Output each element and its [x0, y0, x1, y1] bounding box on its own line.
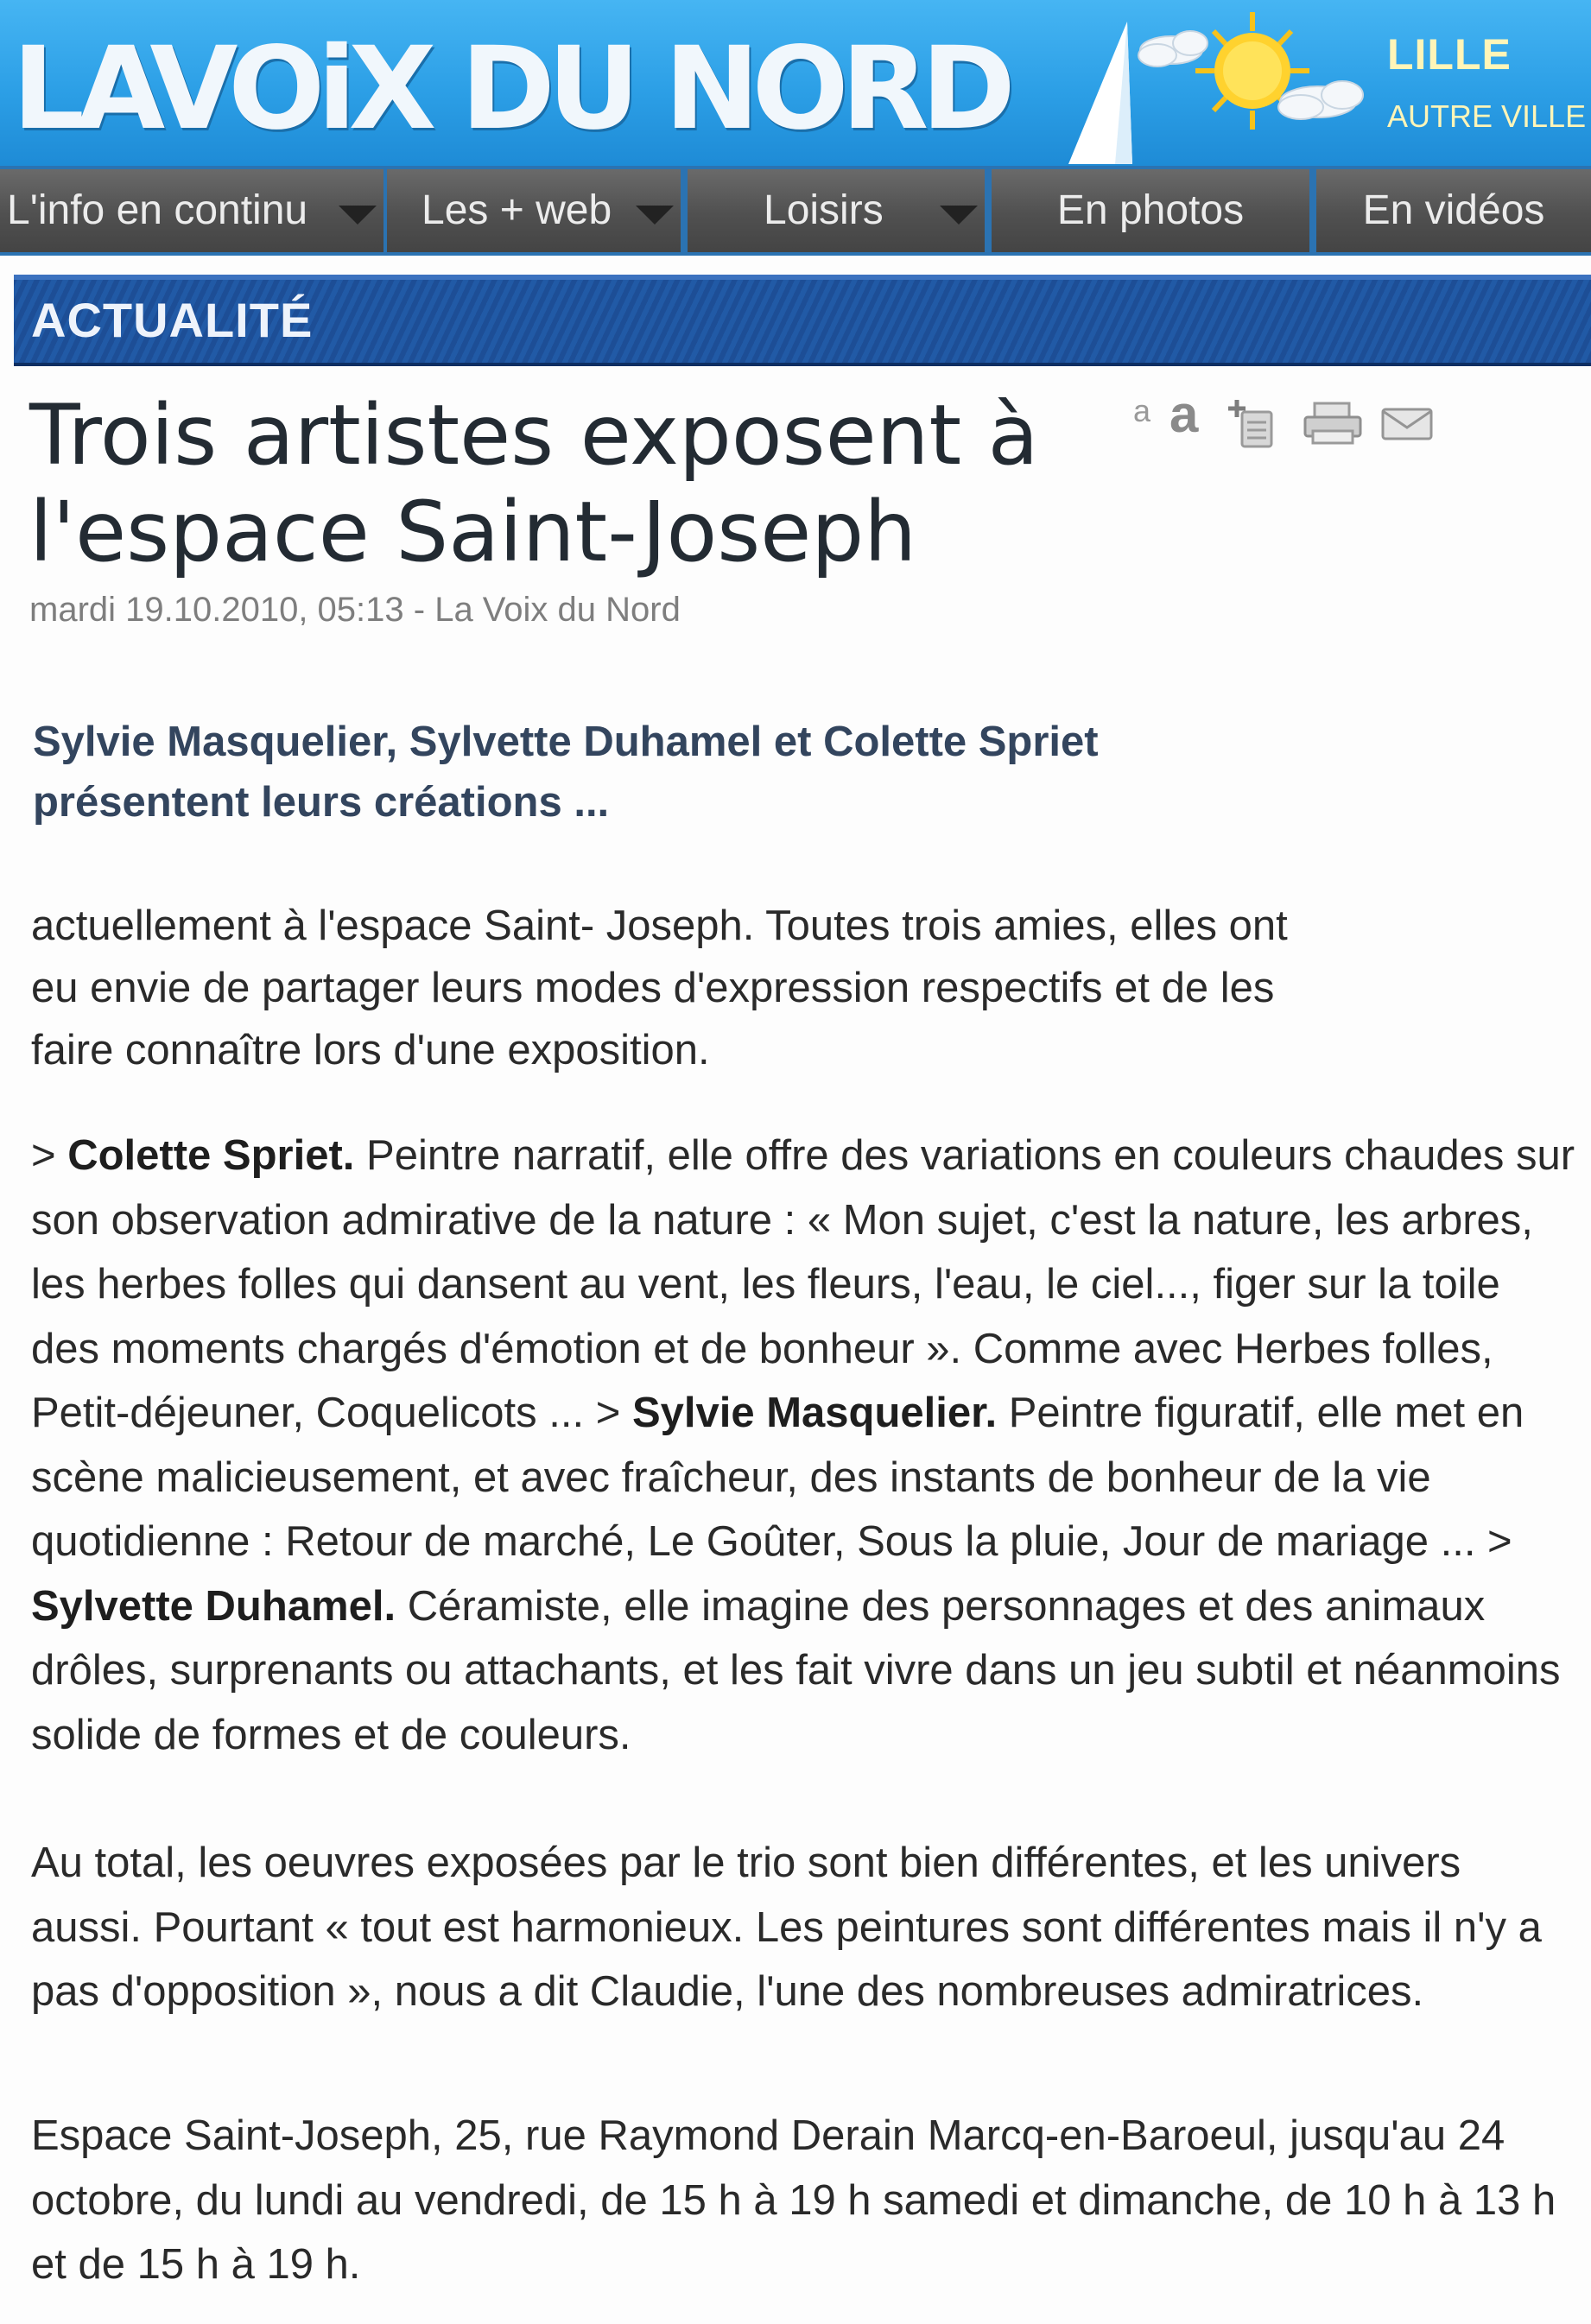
sail-icon — [1067, 22, 1136, 164]
artist-name-colette: Colette Spriet. — [67, 1132, 355, 1179]
other-city-link[interactable]: AUTRE VILLE — [1387, 98, 1587, 134]
chevron-down-icon — [339, 206, 377, 225]
artist-prefix: > — [31, 1132, 68, 1179]
tab-en-videos[interactable] — [1316, 169, 1591, 252]
tab-label: En photos — [1056, 187, 1245, 233]
artist-name-sylvette: Sylvette Duhamel. — [31, 1582, 396, 1630]
site-logo[interactable]: LAVOiX DU NORD — [12, 22, 1008, 155]
section-title[interactable]: ACTUALITÉ — [31, 293, 314, 347]
weather-sun-icon[interactable] — [1131, 5, 1373, 135]
artist-name-sylvie: Sylvie Masquelier. — [631, 1390, 998, 1436]
article-paragraph: actuellement à l'espace Saint- Joseph. Toutes trois amies, elles ont eu envie de partager leurs modes d'expression respectifs et de les faire connaître lors d'une exposition. — [31, 902, 1288, 1073]
article-practical-info: Espace Saint-Joseph, 25, rue Raymond Derain Marcq-en-Baroeul, jusqu'au 24 octobre, du lundi au vendredi, de 15 h à 19 h samedi et dimanche, de 10 h à 13 h et de 15 h à 19 h. — [31, 2112, 1556, 2288]
tab-en-photos[interactable] — [992, 169, 1309, 252]
site-header — [0, 0, 1591, 166]
tab-loisirs[interactable] — [688, 169, 985, 252]
tab-les-plus-web[interactable] — [387, 169, 681, 252]
artist-description: Peintre narratif, elle offre des variations en couleurs chaudes sur son observation admirative de la nature : « Mon sujet, c'est la nature, les arbres, les herbes folles qui dansent au vent, les fleurs, l'eau, le ciel..., figer sur la toile des moments chargés d'émotion et de bonheur ». Comme avec Herbes folles, Petit-déjeuner, Coquelicots ... > — [31, 1132, 1575, 1436]
font-decrease-icon[interactable]: a — [1133, 393, 1151, 428]
article-dateline: mardi 19.10.2010, 05:13 - La Voix du Nord — [29, 591, 681, 629]
tab-label: Loisirs — [764, 187, 884, 233]
chevron-down-icon — [940, 206, 978, 225]
article-lead: Sylvie Masquelier, Sylvette Duhamel et Colette Spriet présentent leurs créations ... — [33, 719, 1099, 826]
chevron-down-icon — [636, 206, 674, 225]
main-navigation — [0, 166, 1591, 256]
article-title: Trois artistes exposent à l'espace Saint-Joseph — [29, 387, 1039, 580]
tab-label: L'info en continu — [7, 187, 308, 233]
article-paragraph: Au total, les oeuvres exposées par le trio sont bien différentes, et les univers aussi. Pourtant « tout est harmonieux. Les peintures sont différentes mais il n'y a pas d'opposition », nous a dit Claudie, l'une des nombreuses admiratrices. — [31, 1840, 1542, 2015]
article-paragraph-artists — [31, 1124, 1577, 1767]
email-icon[interactable] — [1380, 407, 1434, 441]
section-header — [14, 275, 1591, 366]
print-icon[interactable] — [1303, 402, 1363, 445]
font-increase-icon[interactable]: a — [1169, 385, 1199, 443]
tab-label: Les + web — [422, 187, 612, 233]
add-note-icon[interactable] — [1228, 398, 1277, 450]
artist-description: Céramiste, elle imagine des personnages et des animaux drôles, surprenants ou attachants, et les fait vivre dans un jeu subtil et néanmoins solide de formes et de couleurs. — [31, 1582, 1561, 1758]
tab-info-en-continu[interactable] — [0, 169, 383, 252]
artist-description: Peintre figuratif, elle met en scène malicieusement, et avec fraîcheur, des instants de bonheur de la vie quotidienne : Retour de marché, Le Goûter, Sous la pluie, Jour de mariage ... > — [31, 1390, 1524, 1565]
city-name[interactable]: LILLE — [1387, 30, 1512, 79]
tab-label: En vidéos — [1362, 187, 1545, 233]
